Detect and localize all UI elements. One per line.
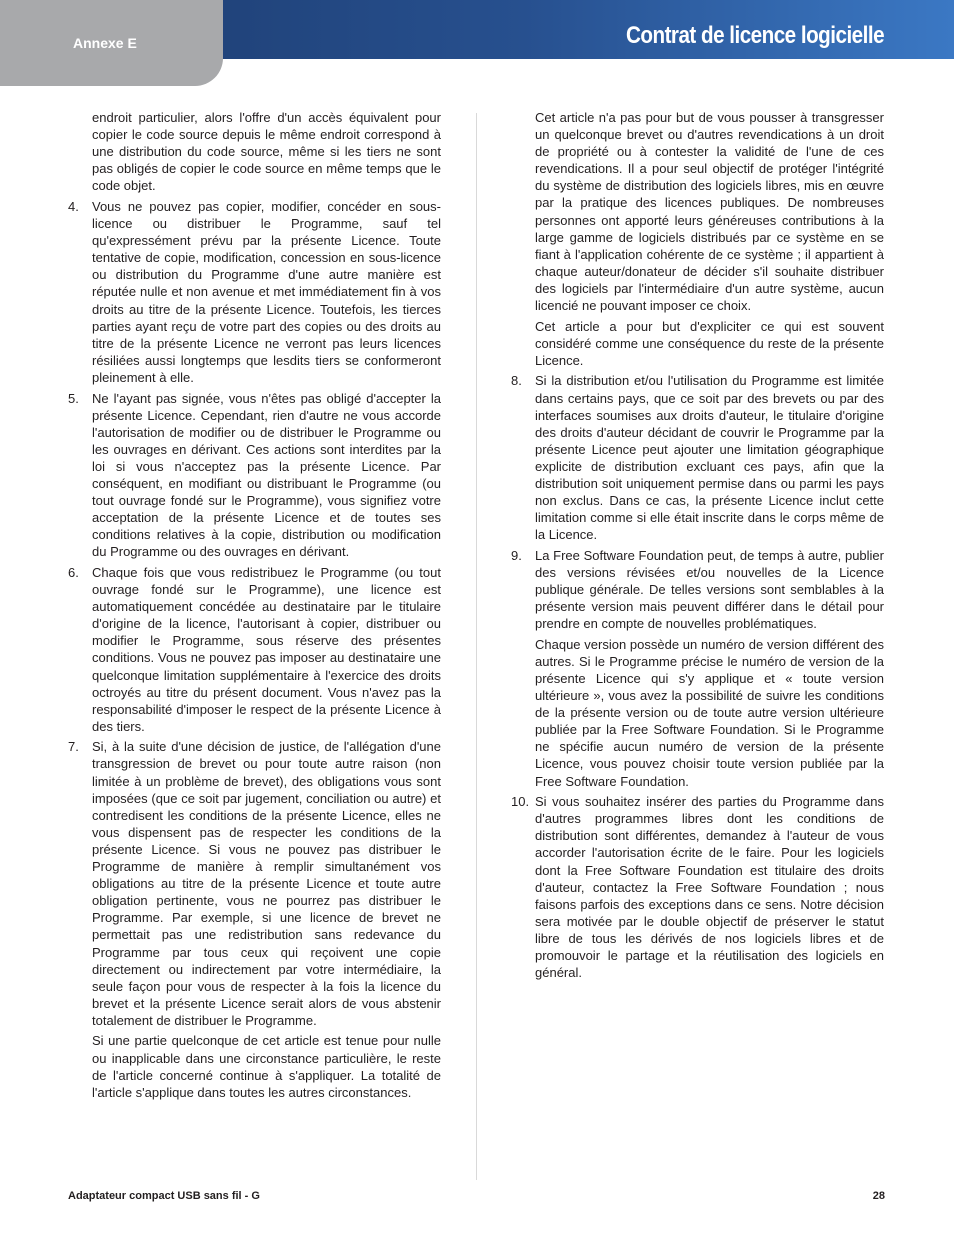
- right-column: [511, 109, 884, 985]
- column-divider: [476, 113, 477, 1180]
- item-number: 6.: [68, 564, 79, 580]
- item-number: 4.: [68, 198, 79, 214]
- list-item: [68, 390, 441, 561]
- continuation-paragraph: [68, 109, 441, 194]
- paragraph-text: Si la distribution et/ou l'utilisation du Programme est limitée dans certains pays, que ce soit par des brevets ou par des interfaces soumises aux droits d'auteur, le titulaire d'origine des droits d'auteur décidant de couvrir le Programme par la présente Licence peut ajouter une limitation géographique explicite de distribution excluant ces pays, afin que la distribution soit uniquement permise dans ou parmi les pays non exclus. Dans ce cas, la présente Licence inclut cette limitation comme si elle était inscrite dans le corps même de la Licence.: [535, 373, 884, 543]
- list-item: [511, 793, 884, 981]
- list-item: [68, 738, 441, 1100]
- section-tab: [0, 0, 223, 86]
- left-column: [68, 109, 441, 1104]
- list-item: [511, 372, 884, 543]
- section-tab-label: Annexe E: [73, 35, 137, 51]
- footer-page-number: 28: [872, 1190, 885, 1202]
- item-number: 10.: [511, 794, 530, 810]
- paragraph-text: Chaque fois que vous redistribuez le Programme (ou tout ouvrage fondé sur le Programme), une licence est automatiquement concédée au destinataire par le titulaire d'origine de la licence, l'autorisant à copier, distribuer ou modifier le Programme, sous réserve des présentes conditions. Vous ne pouvez pas imposer au destinataire une quelconque limitation supplémentaire à l'exercice des droits octroyés au titre du présent document. Vous n'avez pas la responsabilité d'imposer le respect de la présente Licence à des tiers.: [92, 564, 441, 734]
- list-item: [68, 198, 441, 386]
- paragraph-text: Cet article n'a pas pour but de vous pousser à transgresser un quelconque brevet ou d'autres revendications à un droit de propriété ou à contester la validité de l'une de ces revendications. Il a pour seul objectif de protéger l'intégrité du système de distribution des logiciels libres, mis en œuvre par la pratique des licences publiques. De nombreuses personnes ont apporté leurs généreuses contributions à la large gamme de logiciels distribués par ce système en se fiant à l'application cohérente de ce système ; il appartient à chaque auteur/donateur de décider s'il souhaite distribuer des logiciels par l'intermédiaire d'un autre système, aucun licencié ne pouvant imposer ce choix.: [535, 110, 884, 314]
- continuation-paragraph: [511, 318, 884, 369]
- list-item: [511, 547, 884, 790]
- item-number: 7.: [68, 739, 79, 755]
- paragraph-text: Si vous souhaitez insérer des parties du Programme dans d'autres programmes libres dont les conditions de distribution sont différentes, demandez à l'auteur de vous accorder l'autorisation écrite de le faire. Pour les logiciels dont la Free Software Foundation est titulaire des droits d'auteur, contactez la Free Software Foundation ; nous faisons parfois des exceptions dans ce sens. Notre décision sera motivée par le double objectif de préserver le statut libre de tous les dérivés de nos logiciels libres et de promouvoir le partage et la réutilisation des logiciels en général.: [535, 794, 884, 981]
- paragraph-text: Vous ne pouvez pas copier, modifier, concéder en sous-licence ou distribuer le Programme, sauf tel qu'expressément prévu par la présente Licence. Toute tentative de copie, modification, concession en sous-licence ou distribution du Programme d'une autre manière est réputée nulle et non avenue et met immédiatement fin à vos droits au titre de la présente Licence. Toutefois, les tierces parties ayant reçu de votre part des copies ou des droits au titre de la présente Licence ne verront pas leurs licences résiliées aussi longtemps que lesdits tiers se conformeront pleinement à elle.: [92, 198, 441, 385]
- footer-product-name: Adaptateur compact USB sans fil - G: [68, 1190, 260, 1202]
- continuation-paragraph: [511, 109, 884, 314]
- paragraph-text: Chaque version possède un numéro de version différent des autres. Si le Programme précise le numéro de version de la présente Licence qui s'y applique et « toute version ultérieure », vous avez la possibilité de suivre les conditions de la présente version ou de toute autre version ultérieure publiée par la Free Software Foundation. Si le Programme ne spécifie aucun numéro de version de la présente Licence, vous pouvez choisir toute version publiée par la Free Software Foundation.: [535, 636, 884, 789]
- paragraph-text: endroit particulier, alors l'offre d'un accès équivalent pour copier le code source depuis le même endroit correspond à une distribution du code source, même si les tiers ne sont pas obligés de copier le code source en même temps que le code objet.: [92, 110, 441, 194]
- paragraph-text: Ne l'ayant pas signée, vous n'êtes pas obligé d'accepter la présente Licence. Cependant, rien d'autre ne vous accorde l'autorisation de modifier ou de distribuer le Programme ou les ouvrages en dérivant. Ces actions sont interdites par la loi si vous n'acceptez pas la présente Licence. Par conséquent, en modifiant ou distribuant le Programme (ou tout ouvrage fondé sur le Programme), vous signifiez votre acceptation de la présente Licence et de toutes ses conditions relatives à la copie, distribution ou modification du Programme ou des ouvrages en dérivant.: [92, 390, 441, 560]
- list-item: [68, 564, 441, 735]
- item-number: 8.: [511, 373, 522, 389]
- paragraph-text: Si, à la suite d'une décision de justice, de l'allégation d'une transgression de brevet ou pour toute autre raison (non limitée à un problème de brevet), des obligations vous sont imposées (que ce soit par jugement, conciliation ou autre) et contredisent les conditions de la présente Licence, elles ne vous dispensent pas de respecter les conditions de la présente Licence. Si vous ne pouvez pas distribuer le Programme de manière à remplir simultanément vos obligations au titre de la présente Licence et toute autre obligation pertinente, vous ne pourrez pas distribuer le Programme. Par exemple, si une licence de brevet ne permettait pas une redistribution sans redevance du Programme par tous ceux qui reçoivent une copie directement ou indirectement par votre intermédiaire, la seule façon pour vous de respecter à la fois la licence du brevet et la présente Licence serait alors de vous abstenir totalement de distribuer le Programme.: [92, 739, 441, 1028]
- item-number: 9.: [511, 547, 522, 563]
- item-number: 5.: [68, 390, 79, 406]
- paragraph-text: La Free Software Foundation peut, de temps à autre, publier des versions révisées et/ou nouvelles de la Licence publique générale. De telles versions sont semblables à la présente version mais peuvent différer dans le détail pour prendre en compte de nouvelles problématiques.: [535, 547, 884, 632]
- paragraph-text: Si une partie quelconque de cet article est tenue pour nulle ou inapplicable dans une circonstance particulière, le reste de l'article concerné continue à s'appliquer. La totalité de l'article s'applique dans toutes les autres circonstances.: [92, 1033, 441, 1100]
- paragraph-text: Cet article a pour but d'expliciter ce qui est souvent considéré comme une conséquence du reste de la présente Licence.: [535, 318, 884, 368]
- page-title: Contrat de licence logicielle: [625, 22, 884, 49]
